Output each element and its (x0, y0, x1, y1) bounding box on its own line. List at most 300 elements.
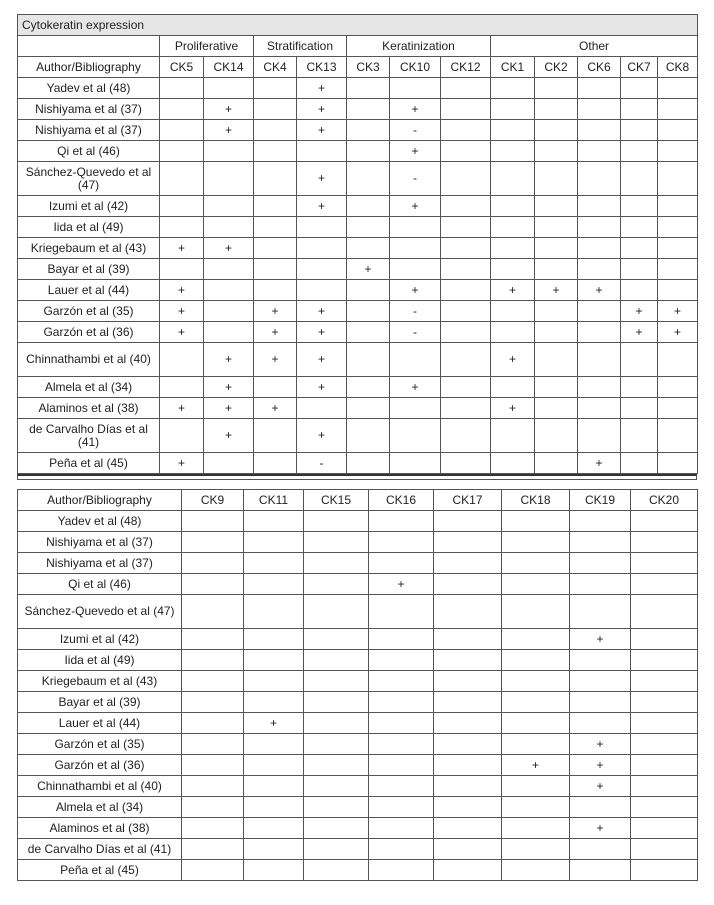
column-header-row (18, 490, 698, 511)
expression-cell (434, 713, 502, 734)
group-other: Other (491, 36, 698, 57)
expression-cell (570, 511, 631, 532)
expression-cell (244, 734, 304, 755)
expression-cell (182, 532, 244, 553)
table-row (18, 671, 698, 692)
expression-cell: + (658, 301, 698, 322)
expression-cell (390, 238, 441, 259)
expression-cell (347, 120, 390, 141)
expression-cell (502, 797, 570, 818)
expression-cell (244, 692, 304, 713)
expression-cell (621, 217, 658, 238)
expression-cell (369, 692, 434, 713)
author-cell: Bayar et al (39) (18, 259, 160, 280)
expression-cell (621, 99, 658, 120)
table-row (18, 713, 698, 734)
table-row (18, 398, 698, 419)
expression-cell: + (491, 343, 535, 377)
expression-cell (369, 734, 434, 755)
author-cell: Kriegebaum et al (43) (18, 238, 160, 259)
expression-cell (578, 99, 621, 120)
expression-cell: + (570, 776, 631, 797)
ck-header: CK16 (369, 490, 434, 511)
expression-cell (631, 595, 698, 629)
expression-cell (182, 755, 244, 776)
expression-cell (304, 692, 369, 713)
author-cell: Nishiyama et al (37) (18, 120, 160, 141)
expression-cell (254, 280, 297, 301)
expression-cell (369, 839, 434, 860)
expression-cell (204, 162, 254, 196)
ck-header: CK11 (244, 490, 304, 511)
expression-cell (390, 419, 441, 453)
expression-cell (621, 453, 658, 474)
expression-cell (369, 818, 434, 839)
expression-cell (369, 595, 434, 629)
cytokeratin-table-part2 (17, 489, 698, 881)
expression-cell (658, 398, 698, 419)
expression-cell (621, 78, 658, 99)
table-row (18, 553, 698, 574)
expression-cell: + (160, 398, 204, 419)
expression-cell: + (204, 120, 254, 141)
expression-cell (160, 99, 204, 120)
expression-cell (182, 650, 244, 671)
expression-cell (631, 839, 698, 860)
expression-cell (297, 280, 347, 301)
expression-cell (182, 553, 244, 574)
expression-cell: + (254, 398, 297, 419)
expression-cell (182, 671, 244, 692)
expression-cell: + (297, 120, 347, 141)
expression-cell (369, 650, 434, 671)
expression-cell: + (160, 280, 204, 301)
expression-cell (578, 419, 621, 453)
expression-cell: + (204, 419, 254, 453)
expression-cell (254, 78, 297, 99)
expression-cell (347, 377, 390, 398)
expression-cell (182, 713, 244, 734)
expression-cell: + (204, 377, 254, 398)
table-row (18, 839, 698, 860)
expression-cell (502, 818, 570, 839)
expression-cell (390, 217, 441, 238)
expression-cell (182, 818, 244, 839)
expression-cell (441, 259, 491, 280)
expression-cell (304, 511, 369, 532)
expression-cell (535, 322, 578, 343)
expression-cell (304, 671, 369, 692)
expression-cell (304, 629, 369, 650)
expression-cell: + (204, 99, 254, 120)
expression-cell (502, 629, 570, 650)
expression-cell (347, 453, 390, 474)
expression-cell (535, 343, 578, 377)
expression-cell (434, 671, 502, 692)
expression-cell (631, 671, 698, 692)
table-row (18, 238, 698, 259)
expression-cell (491, 162, 535, 196)
table-row (18, 797, 698, 818)
expression-cell (578, 398, 621, 419)
expression-cell (535, 217, 578, 238)
expression-cell (491, 217, 535, 238)
expression-cell (254, 453, 297, 474)
author-cell: Sánchez-Quevedo et al (47) (18, 595, 182, 629)
author-cell: Garzón et al (36) (18, 755, 182, 776)
table-row (18, 259, 698, 280)
expression-cell (441, 453, 491, 474)
expression-cell (369, 860, 434, 881)
expression-cell (441, 196, 491, 217)
expression-cell: + (297, 322, 347, 343)
expression-cell (244, 755, 304, 776)
table-row (18, 280, 698, 301)
expression-cell (369, 532, 434, 553)
expression-cell: + (578, 453, 621, 474)
expression-cell (491, 301, 535, 322)
expression-cell (434, 755, 502, 776)
expression-cell (244, 839, 304, 860)
expression-cell (631, 734, 698, 755)
expression-cell: + (297, 196, 347, 217)
expression-cell (578, 301, 621, 322)
expression-cell (160, 217, 204, 238)
author-cell: Chinnathambi et al (40) (18, 343, 160, 377)
expression-cell (621, 377, 658, 398)
expression-cell (491, 196, 535, 217)
expression-cell (631, 629, 698, 650)
author-cell: Qi et al (46) (18, 141, 160, 162)
ck-header: CK3 (347, 57, 390, 78)
expression-cell: + (160, 453, 204, 474)
expression-cell: + (390, 196, 441, 217)
author-cell: Peña et al (45) (18, 860, 182, 881)
expression-cell (658, 280, 698, 301)
table-row (18, 453, 698, 474)
expression-cell (254, 120, 297, 141)
expression-cell (535, 419, 578, 453)
author-cell: Sánchez-Quevedo et al (47) (18, 162, 160, 196)
expression-cell (434, 860, 502, 881)
expression-cell (441, 280, 491, 301)
expression-cell (254, 162, 297, 196)
expression-cell: + (204, 343, 254, 377)
expression-cell (621, 419, 658, 453)
author-cell: Garzón et al (36) (18, 322, 160, 343)
table-row (18, 78, 698, 99)
expression-cell (347, 196, 390, 217)
expression-cell (297, 141, 347, 162)
group-stratification: Stratification (254, 36, 347, 57)
author-cell: Nishiyama et al (37) (18, 553, 182, 574)
expression-cell (631, 574, 698, 595)
expression-cell (631, 818, 698, 839)
expression-cell (204, 301, 254, 322)
expression-cell (621, 162, 658, 196)
expression-cell (204, 196, 254, 217)
expression-cell (254, 99, 297, 120)
expression-cell (182, 776, 244, 797)
expression-cell: + (491, 280, 535, 301)
expression-cell: + (491, 398, 535, 419)
expression-cell (491, 99, 535, 120)
expression-cell (658, 217, 698, 238)
expression-cell (502, 692, 570, 713)
expression-cell (369, 713, 434, 734)
expression-cell (441, 419, 491, 453)
expression-cell (160, 162, 204, 196)
author-cell: Garzón et al (35) (18, 301, 160, 322)
expression-cell (434, 776, 502, 797)
author-header: Author/Bibliography (18, 57, 160, 78)
expression-cell (434, 553, 502, 574)
expression-cell (390, 343, 441, 377)
expression-cell (502, 553, 570, 574)
expression-cell (570, 650, 631, 671)
expression-cell: + (297, 78, 347, 99)
ck-header: CK9 (182, 490, 244, 511)
expression-cell (631, 532, 698, 553)
expression-cell: + (297, 301, 347, 322)
table-row (18, 377, 698, 398)
author-cell: Peña et al (45) (18, 453, 160, 474)
ck-header: CK19 (570, 490, 631, 511)
expression-cell (369, 671, 434, 692)
expression-cell: + (297, 162, 347, 196)
ck-header: CK8 (658, 57, 698, 78)
author-cell: Nishiyama et al (37) (18, 99, 160, 120)
expression-cell (244, 797, 304, 818)
ck-header: CK2 (535, 57, 578, 78)
expression-cell (535, 398, 578, 419)
author-cell: Iida et al (49) (18, 650, 182, 671)
expression-cell: + (297, 343, 347, 377)
expression-cell (297, 259, 347, 280)
ck-header: CK6 (578, 57, 621, 78)
expression-cell: + (254, 301, 297, 322)
expression-cell (390, 259, 441, 280)
expression-cell (182, 511, 244, 532)
expression-cell (502, 860, 570, 881)
expression-cell (658, 419, 698, 453)
ck-header: CK4 (254, 57, 297, 78)
expression-cell (658, 453, 698, 474)
expression-cell (631, 692, 698, 713)
expression-cell (631, 755, 698, 776)
expression-cell (160, 78, 204, 99)
expression-cell: + (297, 419, 347, 453)
expression-cell (502, 671, 570, 692)
expression-cell (204, 453, 254, 474)
expression-cell (160, 196, 204, 217)
expression-cell (502, 511, 570, 532)
expression-cell (160, 141, 204, 162)
expression-cell (491, 141, 535, 162)
expression-cell: + (390, 141, 441, 162)
table-row (18, 120, 698, 141)
expression-cell: + (297, 377, 347, 398)
expression-cell: + (160, 322, 204, 343)
expression-cell (297, 217, 347, 238)
author-cell: Yadev et al (48) (18, 511, 182, 532)
expression-cell (390, 398, 441, 419)
expression-cell (304, 860, 369, 881)
author-cell: Almela et al (34) (18, 797, 182, 818)
table-row (18, 162, 698, 196)
expression-cell (535, 162, 578, 196)
expression-cell (297, 238, 347, 259)
expression-cell (502, 776, 570, 797)
table-row (18, 755, 698, 776)
expression-cell (204, 322, 254, 343)
expression-cell (570, 574, 631, 595)
expression-cell (347, 343, 390, 377)
expression-cell (304, 650, 369, 671)
expression-cell (254, 377, 297, 398)
expression-cell (502, 734, 570, 755)
expression-cell (254, 141, 297, 162)
expression-cell (244, 574, 304, 595)
table-row (18, 629, 698, 650)
author-cell: Nishiyama et al (37) (18, 532, 182, 553)
expression-cell (304, 734, 369, 755)
expression-cell (621, 120, 658, 141)
expression-cell (182, 595, 244, 629)
expression-cell (244, 629, 304, 650)
expression-cell: + (502, 755, 570, 776)
expression-cell (631, 511, 698, 532)
expression-cell (434, 574, 502, 595)
expression-cell (347, 301, 390, 322)
expression-cell: + (390, 377, 441, 398)
table-row (18, 511, 698, 532)
table-row (18, 692, 698, 713)
author-cell: Izumi et al (42) (18, 629, 182, 650)
expression-cell: + (347, 259, 390, 280)
expression-cell: + (658, 322, 698, 343)
author-cell: de Carvalho Días et al (41) (18, 839, 182, 860)
expression-cell (204, 78, 254, 99)
expression-cell (434, 629, 502, 650)
table-row (18, 217, 698, 238)
expression-cell (621, 238, 658, 259)
ck-header: CK13 (297, 57, 347, 78)
expression-cell (578, 217, 621, 238)
expression-cell: + (390, 280, 441, 301)
expression-cell (441, 120, 491, 141)
expression-cell (621, 196, 658, 217)
expression-cell (578, 343, 621, 377)
expression-cell (535, 196, 578, 217)
expression-cell (304, 818, 369, 839)
expression-cell (244, 532, 304, 553)
expression-cell (182, 839, 244, 860)
expression-cell (304, 553, 369, 574)
expression-cell (535, 99, 578, 120)
expression-cell (570, 692, 631, 713)
expression-cell (182, 797, 244, 818)
expression-cell: + (621, 301, 658, 322)
expression-cell (441, 377, 491, 398)
expression-cell (304, 839, 369, 860)
expression-cell (491, 322, 535, 343)
expression-cell (631, 776, 698, 797)
expression-cell (570, 553, 631, 574)
expression-cell (204, 259, 254, 280)
expression-cell (347, 78, 390, 99)
author-cell: Yadev et al (48) (18, 78, 160, 99)
expression-cell (390, 78, 441, 99)
expression-cell (578, 120, 621, 141)
ck-header: CK7 (621, 57, 658, 78)
expression-cell (578, 78, 621, 99)
expression-cell (578, 377, 621, 398)
expression-cell (254, 217, 297, 238)
expression-cell (502, 574, 570, 595)
expression-cell (160, 343, 204, 377)
ck-header: CK18 (502, 490, 570, 511)
expression-cell (369, 797, 434, 818)
expression-cell (441, 398, 491, 419)
table-row (18, 99, 698, 120)
expression-cell (658, 162, 698, 196)
expression-cell (578, 322, 621, 343)
expression-cell (535, 78, 578, 99)
expression-cell (658, 259, 698, 280)
expression-cell: - (390, 120, 441, 141)
expression-cell: + (369, 574, 434, 595)
expression-cell (369, 776, 434, 797)
expression-cell (621, 259, 658, 280)
expression-cell (491, 120, 535, 141)
expression-cell: + (160, 301, 204, 322)
expression-cell (491, 259, 535, 280)
expression-cell: + (578, 280, 621, 301)
expression-cell (304, 574, 369, 595)
expression-cell (204, 280, 254, 301)
expression-cell: + (160, 238, 204, 259)
expression-cell (297, 398, 347, 419)
expression-cell (434, 818, 502, 839)
expression-cell (434, 650, 502, 671)
expression-cell: + (244, 713, 304, 734)
expression-cell (570, 860, 631, 881)
expression-cell (244, 650, 304, 671)
expression-cell (631, 650, 698, 671)
author-cell: Kriegebaum et al (43) (18, 671, 182, 692)
expression-cell (491, 377, 535, 398)
expression-cell (244, 671, 304, 692)
expression-cell (347, 99, 390, 120)
expression-cell (434, 511, 502, 532)
expression-cell: - (297, 453, 347, 474)
expression-cell (441, 238, 491, 259)
expression-cell: - (390, 162, 441, 196)
author-cell: Alaminos et al (38) (18, 818, 182, 839)
expression-cell (658, 141, 698, 162)
author-cell: Garzón et al (35) (18, 734, 182, 755)
expression-cell: - (390, 322, 441, 343)
expression-cell (244, 553, 304, 574)
expression-cell (304, 595, 369, 629)
table-row (18, 419, 698, 453)
expression-cell (160, 419, 204, 453)
author-cell: Lauer et al (44) (18, 713, 182, 734)
expression-cell: + (390, 99, 441, 120)
table-separator (17, 474, 697, 480)
expression-cell (182, 734, 244, 755)
